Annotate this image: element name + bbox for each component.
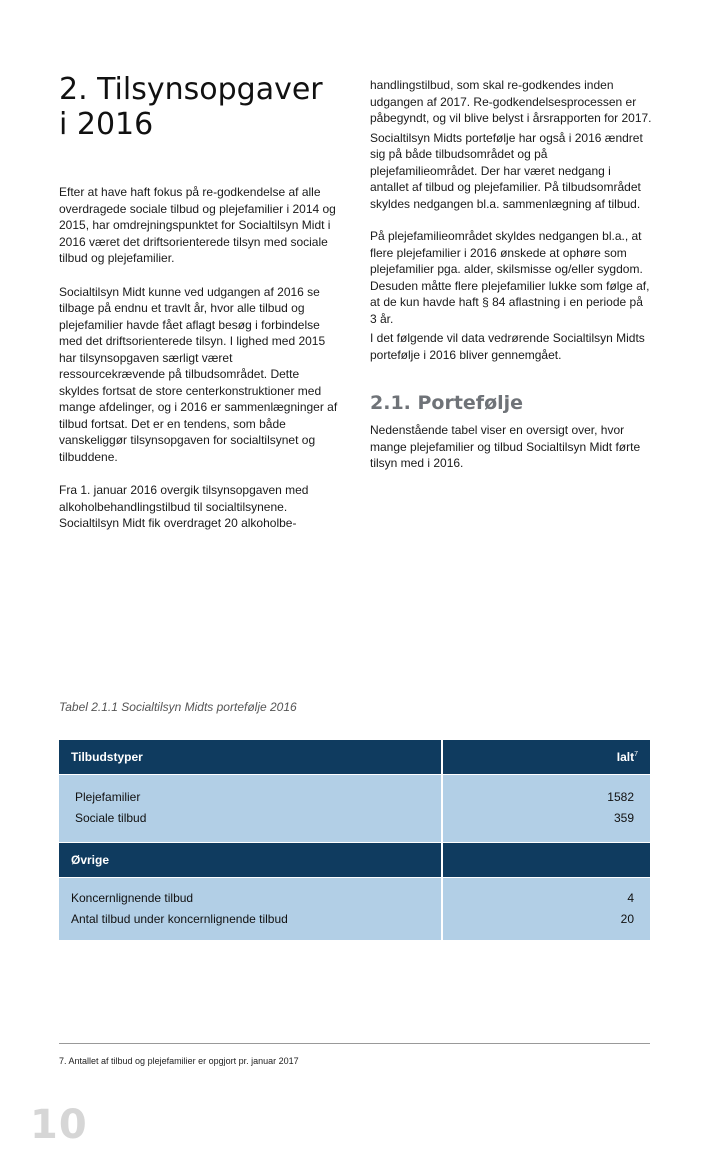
left-text-column: [59, 184, 339, 532]
row-label: Plejefamilier: [75, 790, 141, 804]
paragraph: I det følgende vil data vedrørende Socialtilsyn Midts portefølje i 2016 bliver gennemgået.: [370, 331, 645, 362]
paragraph: På plejefamilieområdet skyldes nedgangen bl.a., at flere plejefamilier i 2016 ønskede at ophøre som plejefamilier pga. alder, skilsmisse og/eller sygdom. Desuden måtte flere plejefamilier lukke som følge af, at de kun havde haft § 84 aflastning i en periode på 3 år.: [370, 229, 650, 326]
section-label-ovrige: Øvrige: [59, 843, 441, 877]
paragraph: Socialtilsyn Midts portefølje har også i 2016 ændret sig på både tilbudsområdet og på plejefamilieområdet. Der har været nedgang i antallet af tilbud og plejefamilier. På tilbudsområdet skyldes nedgangen bl.a. sammenlægning af tilbud.: [370, 130, 643, 211]
paragraph: Nedenstående tabel viser en oversigt over, hvor mange plejefamilier og tilbud Socialtilsyn Midt førte tilsyn med i 2016.: [370, 423, 641, 470]
row-label: Antal tilbud under koncernlignende tilbud: [71, 912, 288, 926]
group-2-values: [443, 878, 650, 940]
row-value: 20: [620, 912, 634, 926]
table-header-row: [59, 740, 650, 774]
footnote: 7. Antallet af tilbud og plejefamilier er opgjort pr. januar 2017: [59, 1056, 299, 1066]
paragraph: Socialtilsyn Midt kunne ved udgangen af 2016 se tilbage på endnu et travlt år, hvor alle tilbud og plejefamilier havde fået aflagt besøg i forbindelse med det driftsorienterede tilsyn. I lighed med 2015 har tilsynsopgaven særligt været ressourcekrævende på tilbudsområdet. Dette skyldes fortsat de store centerkonstruktioner med mange afdelinger, og i 2016 er sammenlægninger af tilbud fortsat. Det er en tendens, som både vanskeliggør tilsynsopgaven for socialtilsynet og tilbuddene.: [59, 284, 338, 464]
column-header-tilbudstyper: Tilbudstyper: [59, 740, 441, 774]
paragraph: Fra 1. januar 2016 overgik tilsynsopgaven med alkoholbehandlingstilbud til socialtilsynene. Socialtilsyn Midt fik overdraget 20 alkoholbe-: [59, 483, 309, 530]
table-section-row: [59, 843, 650, 877]
page-number: 10: [30, 1102, 88, 1148]
group-2-labels: [59, 878, 441, 940]
chapter-title: [59, 72, 339, 142]
column-header-ialt-label: Ialt: [616, 750, 635, 764]
row-value: 4: [627, 891, 634, 905]
chapter-title-line-1: 2. Tilsynsopgaver: [59, 72, 323, 107]
portfolio-table: [59, 740, 650, 940]
chapter-title-line-2: i 2016: [59, 107, 154, 142]
group-1-labels: [59, 775, 441, 842]
table-caption: Tabel 2.1.1 Socialtilsyn Midts portefølje 2016: [59, 700, 297, 714]
footnote-divider: [59, 1043, 650, 1044]
paragraph: handlingstilbud, som skal re-godkendes inden udgangen af 2017. Re-godkendelsesprocessen er påbegyndt, og vil blive belyst i årsrapporten for 2017.: [370, 78, 652, 125]
footnote-marker: 7: [634, 751, 638, 758]
section-value-empty: [443, 843, 650, 877]
row-value: 359: [613, 811, 634, 825]
right-text-column: [370, 77, 652, 472]
table-row-group-1: [59, 775, 650, 842]
section-heading: 2.1. Portefølje: [370, 392, 524, 414]
row-value: 1582: [607, 790, 634, 804]
row-label: Sociale tilbud: [75, 811, 147, 825]
row-label: Koncernlignende tilbud: [71, 891, 194, 905]
table-row-group-2: [59, 878, 650, 940]
column-header-ialt: [443, 740, 650, 774]
group-1-values: [443, 775, 650, 842]
paragraph: Efter at have haft fokus på re-godkendelse af alle overdragede sociale tilbud og plejefamilier i 2014 og 2015, har omdrejningspunktet for Socialtilsyn Midt i 2016 været det driftsorienterede tilsyn med sociale tilbud og plejefamilier.: [59, 185, 336, 265]
